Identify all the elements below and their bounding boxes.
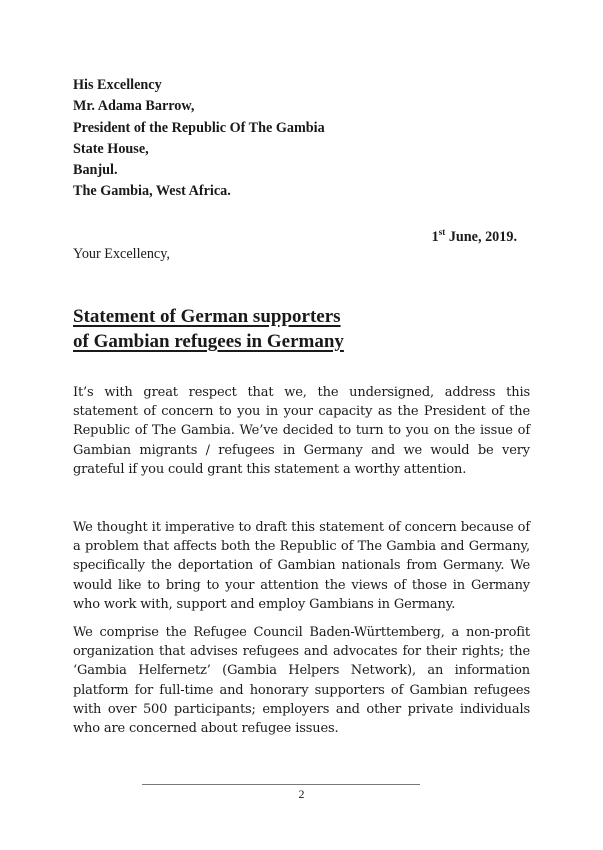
- body-paragraph-1: It’s with great respect that we, the undersigned, address this statement of concern to you in your capacity as the President of the Republic of The Gambia. We’ve decided to turn to you on the issue of Gambian migrants / refugees in Germany and we would be very grateful if you could grant this statement a worthy attention.: [73, 385, 530, 477]
- recipient-line: Banjul.: [73, 162, 118, 179]
- recipient-line: President of the Republic Of The Gambia: [73, 119, 325, 136]
- date-day: 1: [431, 229, 439, 245]
- body-paragraph-2: We thought it imperative to draft this statement of concern because of a problem that affects both the Republic of The Gambia and Germany, specifically the deportation of Gambian nationals from Germany. We would like to bring to your attention the views of those in Germany who work with, support and employ Gambians in Germany.: [73, 520, 530, 612]
- salutation: Your Excellency,: [73, 246, 170, 262]
- body-paragraph-3: We comprise the Refugee Council Baden-Württemberg, a non-profit organization that advises refugees and advocates for their rights; the ‘Gambia Helfernetz’ (Gambia Helpers Network), an information platform for full-time and honorary supporters of Gambian refugees with over 500 participants; employers and other private individuals who are concerned about refugee issues.: [73, 625, 530, 737]
- recipient-line: His Excellency: [73, 77, 162, 93]
- recipient-line: The Gambia, West Africa.: [73, 183, 231, 200]
- statement-title: [73, 304, 344, 354]
- recipient-line: Mr. Adama Barrow,: [73, 98, 195, 115]
- recipient-address: [73, 75, 325, 203]
- letter-date: [432, 229, 517, 246]
- page-number: 2: [298, 787, 305, 801]
- date-rest: June, 2019.: [445, 229, 517, 245]
- title-line-1: Statement of German supporters: [73, 306, 341, 327]
- date-suffix: st: [438, 227, 446, 237]
- title-line-2: of Gambian refugees in Germany: [73, 331, 344, 352]
- recipient-line: State House,: [73, 140, 149, 157]
- footer-divider: [142, 784, 420, 785]
